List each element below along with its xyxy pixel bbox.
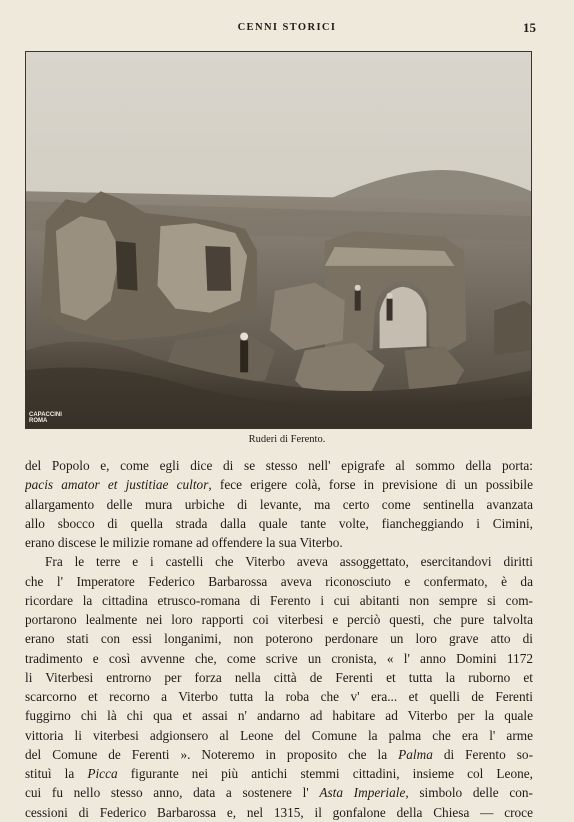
text-run: cessioni di Federico Barbarossa e, nel 1315, il gonfalone della Chiesa — croce xyxy=(25,804,533,820)
text-line xyxy=(25,629,533,648)
text-run: portarono lealmente nei loro rapporti coi viterbesi e perciò questi, che pure talvolta xyxy=(25,612,533,627)
text-run: allargamento delle mura urbiche di levante, ma certo come sentinella avanzata xyxy=(25,496,533,512)
text-line xyxy=(25,591,533,610)
text-line xyxy=(25,726,533,745)
photo-credit-line2: ROMA xyxy=(29,418,48,424)
text-line xyxy=(25,764,533,783)
text-line xyxy=(25,649,533,668)
text-line xyxy=(25,668,533,687)
body-text xyxy=(25,456,533,822)
text-run: fuggirno chi là chi qua et assai n' andarno ad habitare ad Viterbo per la quale xyxy=(25,708,533,724)
text-line xyxy=(25,495,533,514)
text-run: cui fu nello stesso anno, data a sostenere l' xyxy=(25,785,320,801)
italic-text: Palma xyxy=(398,746,433,762)
photo-credit-line1: CAPACCINI xyxy=(29,412,62,418)
text-line xyxy=(25,456,533,475)
italic-text: pacis amator et justitiae cultor xyxy=(25,477,209,493)
text-run: scarcorno et recorno a Viterbo tutta la roba che v' era... et quelli de Ferenti xyxy=(25,689,533,704)
text-run: Fra le terre e i castelli che Viterbo aveva assoggettato, esercitandovi diritti xyxy=(45,554,533,570)
running-head xyxy=(0,22,574,38)
italic-text: Asta Imperiale xyxy=(319,785,406,801)
text-run: erano discese le milizie romane ad offendere la sua Viterbo. xyxy=(25,535,343,550)
text-line xyxy=(25,514,533,533)
text-run: ricordare la cittadina etrusco-romana di Ferento i cui abitanti non sempre si com- xyxy=(25,592,533,608)
text-line xyxy=(25,706,533,725)
text-run: che l' Imperatore Federico Barbarossa aveva riconosciuto e confermato, è da xyxy=(25,573,533,589)
ruins-photo-drawing xyxy=(26,52,531,428)
text-line xyxy=(25,475,533,494)
page-number: 15 xyxy=(523,20,536,35)
text-run: vittoria li viterbesi adgionsero al Leone del Comune la palma che era l' arme xyxy=(25,727,533,743)
text-line xyxy=(25,533,533,552)
text-line xyxy=(25,572,533,591)
text-line xyxy=(25,783,533,802)
text-line xyxy=(25,610,533,629)
text-line xyxy=(25,803,533,822)
text-run: allo sbocco di quella strada dalla quale tante volte, fiancheggiando i Cimini, xyxy=(25,515,533,531)
text-run: stituì la xyxy=(25,766,88,781)
text-run: tradimento e così avvenne che, come scrive un cronista, « l' anno Domini 1172 xyxy=(25,650,533,666)
text-run: , fece erigere colà, forse in previsione di un possibile xyxy=(208,477,533,493)
text-run: del Popolo e, come egli dice di se stesso nell' epigrafe al sommo della porta: xyxy=(25,458,533,473)
text-line xyxy=(25,687,533,706)
ruins-photograph xyxy=(25,51,532,429)
photo-credit xyxy=(29,412,62,424)
text-run: figurante nei più antichi stemmi cittadini, insieme col Leone, xyxy=(117,766,533,781)
text-run: erano stati con essi longanimi, non poterono perdonare un loro grave atto di xyxy=(25,631,533,647)
text-run: , simbolo delle con- xyxy=(405,785,533,801)
running-title: CENNI STORICI xyxy=(237,22,337,33)
italic-text: Picca xyxy=(87,766,118,781)
text-line xyxy=(25,552,533,571)
figure-caption: Ruderi di Ferento. xyxy=(248,434,326,445)
text-line xyxy=(25,745,533,764)
text-run: del Comune de Ferenti ». Noteremo in proposito che la xyxy=(25,746,399,762)
text-run: li Viterbesi entrorno per forza nella città de Ferenti et tutta la ruborno et xyxy=(25,669,533,685)
text-run: di Ferento so- xyxy=(432,746,533,762)
